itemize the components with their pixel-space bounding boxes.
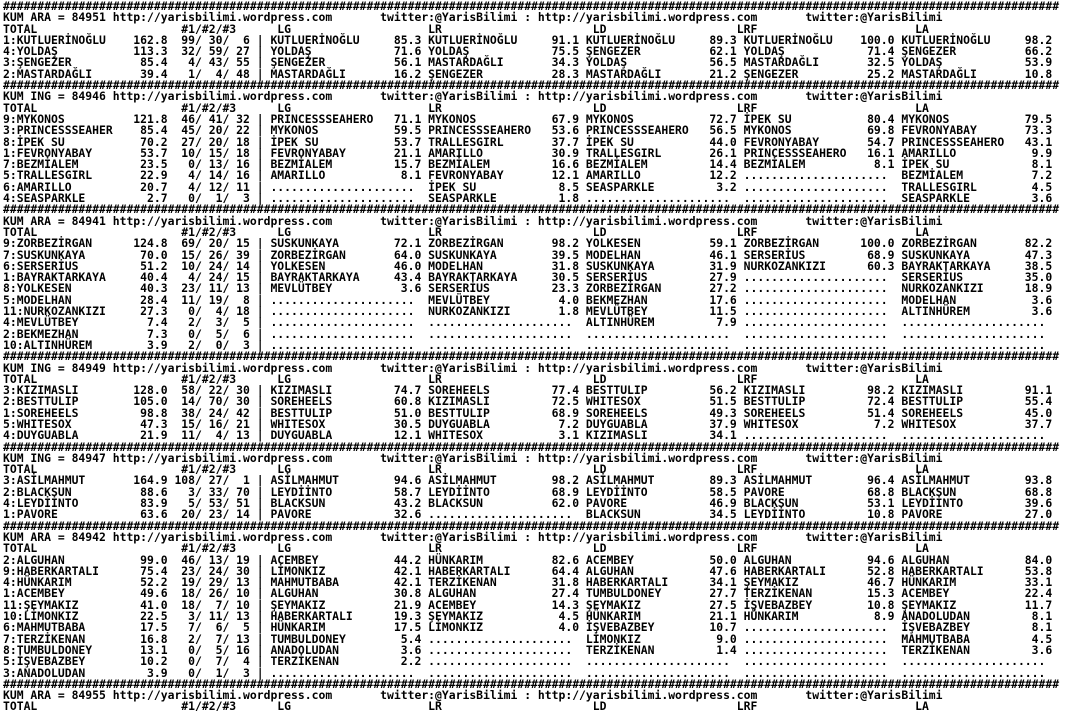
section-separator: ########################################################################################################################################################## [3, 0, 1060, 13]
horse-stats-row: 2:BESTTULIP 105.0 14/ 70/ 30 | SOREHEELS 60.8 KIZIMASLI 72.5 WHITESOX 51.5 BESTTULIP 72.4 BESTTULIP 55.4 [3, 394, 1053, 409]
horse-stats-row: 4:DUYGUABLA 21.9 11/ 4/ 13 | DUYGUABLA 12.1 WHITESOX 3.1 KIZIMASLI 34.1 ..................... ..................... [3, 428, 1053, 443]
horse-stats-row: 4:LEYDİİNTO 83.9 5/ 53/ 51 | BLACKSUN 43.2 BLACKSUN 62.0 PAVORE 46.9 BLACKSUN 53.1 LEYDİİNTO 39.6 [3, 496, 1053, 511]
horse-stats-row: 7:TERZİKENAN 16.8 2/ 7/ 13 | TUMBULDONEY 5.4 ..................... LİMONKIZ 9.0 ..................... MAHMUTBABA 4.5 [3, 631, 1053, 646]
column-header-row: TOTAL #1/#2/#3 LG LR LD LRF LA [3, 462, 929, 477]
section-separator: ########################################################################################################################################################## [3, 676, 1060, 691]
horse-stats-row: 1:FEVRONYABAY 53.7 10/ 15/ 18 | FEVRONYABAY 21.1 AMARILLO 30.9 TRALLESGIRL 26.1 PRINCESSSEAHERO 16.1 AMARILLO 9.9 [3, 145, 1053, 160]
horse-stats-row: 10:LİMONKIZ 22.5 3/ 11/ 13 | HABERKARTALI 19.3 ŞEYMAKIZ 4.5 HÜNKARIM 21.1 HÜNKARIM 8.9 ANADOLUDAN 8.1 [3, 609, 1053, 624]
horse-stats-row: 6:MAHMUTBABA 17.5 7/ 6/ 5 | HÜNKARIM 17.5 LİMONKIZ 4.0 İŞVEBAZBEY 10.7 ..................... İŞVEBAZBEY 8.1 [3, 620, 1053, 635]
horse-stats-row: 8:TUMBULDONEY 13.1 0/ 5/ 16 | ANADOLUDAN 3.6 ..................... TERZİKENAN 1.4 ..................... TERZİKENAN 3.6 [3, 642, 1053, 657]
horse-stats-row: 1:BAYRAKTARKAYA 40.4 4/ 24/ 15 | BAYRAKTARKAYA 43.4 BAYRAKTARKAYA 30.5 SERSERİUS 27.9 ..................... SERSERİUS 35.0 [3, 270, 1053, 285]
column-header-row: TOTAL #1/#2/#3 LG LR LD LRF LA [3, 224, 929, 239]
horse-stats-row: 1:SOREHEELS 98.8 38/ 24/ 42 | BESTTULIP 51.0 BESTTULIP 68.9 SOREHEELS 49.3 SOREHEELS 51.4 SOREHEELS 45.0 [3, 405, 1053, 420]
horse-stats-row: 9:HABERKARTALI 75.4 23/ 24/ 30 | LİMONKIZ 42.1 HABERKARTALI 64.4 ALGUHAN 47.6 HABERKARTALI 52.8 HABERKARTALI 53.8 [3, 563, 1053, 578]
horse-stats-row: 4:MEVLÜTBEY 7.4 2/ 3/ 5 | ..................... ..................... ALTINHÜREM 7.9 ..................... ..................... [3, 315, 1053, 330]
horse-stats-row: 7:BEZMİALEM 23.5 0/ 13/ 16 | BEZMİALEM 15.7 BEZMİALEM 16.6 BEZMİALEM 14.4 BEZMİALEM 8.1 İPEK SU 8.1 [3, 157, 1053, 172]
section-separator: ########################################################################################################################################################## [3, 202, 1060, 217]
horse-stats-row: 5:MODELHAN 28.4 11/ 19/ 8 | ..................... MEVLÜTBEY 4.0 BEKMEZHAN 17.6 ..................... MODELHAN 3.6 [3, 292, 1053, 307]
horse-stats-row: 7:SUSKUNKAYA 70.0 15/ 26/ 39 | ZORBEZİRGAN 64.0 SUSKUNKAYA 39.5 MODELHAN 46.1 SERSERİUS 68.9 SUSKUNKAYA 47.3 [3, 247, 1053, 262]
horse-stats-row: 5:İŞVEBAZBEY 10.2 0/ 7/ 4 | TERZİKENAN 2.2 ..................... ..................... ..................... ..................... [3, 654, 1053, 669]
section-header: KUM ING = 84949 http://yarisbilimi.wordpress.com twitter:@YarisBilimi : http://yarisbilimi.wordpress.com twitter:@YarisBilimi [3, 360, 943, 375]
section-header: KUM ARA = 84941 http://yarisbilimi.wordpress.com twitter:@YarisBilimi : http://yarisbilimi.wordpress.com twitter:@YarisBilimi [3, 213, 943, 228]
horse-stats-row: 2:ALGUHAN 99.0 46/ 13/ 19 | ACEMBEY 44.2 HÜNKARIM 82.6 ACEMBEY 50.0 ALGUHAN 94.6 ALGUHAN 84.0 [3, 552, 1053, 567]
section-header: KUM ARA = 84951 http://yarisbilimi.wordpress.com twitter:@YarisBilimi : http://yarisbilimi.wordpress.com twitter:@YarisBilimi [3, 10, 943, 25]
column-header-row: TOTAL #1/#2/#3 LG LR LD LRF LA [3, 541, 929, 556]
section-separator: ########################################################################################################################################################## [3, 518, 1060, 533]
horse-stats-row: 9:ZORBEZİRGAN 124.8 69/ 20/ 15 | SUSKUNKAYA 72.1 ZORBEZİRGAN 98.2 YOLKESEN 59.1 ZORBEZİRGAN 100.0 ZORBEZİRGAN 82.2 [3, 236, 1053, 251]
horse-stats-row: 4:HÜNKARIM 52.2 19/ 29/ 13 | MAHMUTBABA 42.1 TERZİKENAN 31.8 HABERKARTALI 34.1 ŞEYMAKIZ 46.7 HÜNKARIM 33.1 [3, 575, 1053, 590]
section-separator: ########################################################################################################################################################## [3, 439, 1060, 454]
horse-stats-row: 11:ŞEYMAKIZ 41.0 18/ 7/ 10 | ŞEYMAKIZ 21.9 ACEMBEY 14.3 ŞEYMAKIZ 27.5 İŞVEBAZBEY 10.8 ŞEYMAKIZ 11.7 [3, 597, 1053, 612]
horse-stats-row: 2:BEKMEZHAN 7.3 0/ 5/ 6 | ..................... ..................... ..................... ..................... ..................... [3, 326, 1053, 341]
column-header-row: TOTAL #1/#2/#3 LG LR LD LRF LA [3, 21, 929, 36]
horse-stats-row: 10:ALTINHÜREM 3.9 2/ 0/ 3 | ..................... ..................... ..................... ..................... ..................... [3, 337, 1053, 352]
horse-stats-row: 3:ASİLMAHMUT 164.9 108/ 27/ 1 | ASİLMAHMUT 94.6 ASİLMAHMUT 98.2 ASİLMAHMUT 89.3 ASİLMAHMUT 96.4 ASİLMAHMUT 93.8 [3, 473, 1053, 488]
horse-stats-row: 1:PAVORE 63.6 20/ 23/ 14 | PAVORE 32.6 ..................... BLACKSUN 34.5 LEYDİİNTO 10.8 PAVORE 27.0 [3, 507, 1053, 522]
horse-stats-row: 4:YOLDAŞ 113.3 32/ 59/ 27 | YOLDAŞ 71.6 YOLDAŞ 75.5 ŞENGEZER 62.1 YOLDAŞ 71.4 ŞENGEZER 66.2 [3, 44, 1053, 59]
horse-stats-row: 8:YOLKESEN 40.3 23/ 11/ 13 | MEVLÜTBEY 3.6 SERSERİUS 23.3 ZORBEZİRGAN 27.2 ..................... NURKOZANKIZI 18.9 [3, 281, 1053, 296]
horse-stats-row: 1:ACEMBEY 49.6 18/ 26/ 10 | ALGUHAN 30.8 ALGUHAN 27.4 TUMBULDONEY 27.7 TERZİKENAN 15.3 ACEMBEY 22.4 [3, 586, 1053, 601]
horse-stats-row: 11:NURKOZANKIZI 27.3 0/ 4/ 18 | ..................... NURKOZANKIZI 1.8 MEVLÜTBEY 11.5 ..................... ALTINHÜREM 3.6 [3, 304, 1053, 319]
section-header: KUM ING = 84947 http://yarisbilimi.wordpress.com twitter:@YarisBilimi : http://yarisbilimi.wordpress.com twitter:@YarisBilimi [3, 450, 943, 465]
section-header: KUM ING = 84946 http://yarisbilimi.wordpress.com twitter:@YarisBilimi : http://yarisbilimi.wordpress.com twitter:@YarisBilimi [3, 89, 943, 104]
horse-stats-row: 6:SERSERİUS 51.2 10/ 24/ 14 | YOLKESEN 46.0 MODELHAN 31.8 SUSKUNKAYA 31.9 NURKOZANKIZI 60.3 BAYRAKTARKAYA 38.5 [3, 258, 1053, 273]
section-header: KUM ARA = 84955 http://yarisbilimi.wordpress.com twitter:@YarisBilimi : http://yarisbilimi.wordpress.com twitter:@YarisBilimi [3, 688, 943, 703]
horse-stats-row: 3:ANADOLUDAN 3.9 0/ 1/ 3 | ..................... ..................... ..................... ..................... ..................... [3, 665, 1053, 680]
horse-stats-row: 5:WHITESOX 47.3 15/ 16/ 21 | WHITESOX 30.5 DUYGUABLA 7.2 DUYGUABLA 37.9 WHITESOX 7.2 WHITESOX 37.7 [3, 416, 1053, 431]
column-header-row: TOTAL #1/#2/#3 LG LR LD LRF LA [3, 699, 929, 712]
horse-stats-row: 3:KIZIMASLI 128.0 58/ 22/ 30 | KIZIMASLI 74.7 SOREHEELS 77.4 BESTTULIP 56.2 KIZIMASLI 98.2 KIZIMASLI 91.1 [3, 383, 1053, 398]
column-header-row: TOTAL #1/#2/#3 LG LR LD LRF LA [3, 371, 929, 386]
horse-stats-row: 3:ŞENGEZER 85.4 4/ 43/ 55 | ŞENGEZER 56.1 MASTARDAĞLI 34.3 YOLDAŞ 56.5 MASTARDAĞLI 32.5 YOLDAŞ 53.9 [3, 55, 1053, 70]
horse-stats-row: 3:PRINCESSSEAHER 85.4 45/ 20/ 22 | MYKONOS 59.5 PRINCESSSEAHERO 53.6 PRINCESSSEAHERO 56.5 MYKONOS 69.8 FEVRONYABAY 73.3 [3, 123, 1053, 138]
horse-stats-row: 6:AMARILLO 20.7 4/ 12/ 11 | ..................... İPEK SU 8.5 SEASPARKLE 3.2 ..................... TRALLESGIRL 4.5 [3, 179, 1053, 194]
horse-stats-row: 9:MYKONOS 121.8 46/ 41/ 32 | PRINCESSSEAHERO 71.1 MYKONOS 67.9 MYKONOS 72.7 İPEK SU 80.4 MYKONOS 79.5 [3, 111, 1053, 126]
section-header: KUM ARA = 84942 http://yarisbilimi.wordpress.com twitter:@YarisBilimi : http://yarisbilimi.wordpress.com twitter:@YarisBilimi [3, 529, 943, 544]
horse-stats-row: 2:MASTARDAĞLI 39.4 1/ 4/ 48 | MASTARDAĞLI 16.2 ŞENGEZER 28.3 MASTARDAĞLI 21.2 ŞENGEZER 25.2 MASTARDAĞLI 10.8 [3, 66, 1053, 81]
section-separator: ########################################################################################################################################################## [3, 349, 1060, 364]
horse-stats-row: 5:TRALLESGIRL 22.9 4/ 14/ 16 | AMARILLO 8.1 FEVRONYABAY 12.1 AMARILLO 12.2 ..................... BEZMİALEM 7.2 [3, 168, 1053, 183]
column-header-row: TOTAL #1/#2/#3 LG LR LD LRF LA [3, 100, 929, 115]
horse-stats-row: 4:SEASPARKLE 2.7 0/ 1/ 3 | ..................... SEASPARKLE 1.8 ..................... ..................... SEASPARKLE 3.6 [3, 191, 1053, 206]
horse-stats-row: 2:BLACKSUN 88.6 3/ 33/ 70 | LEYDİİNTO 58.7 LEYDİİNTO 68.9 LEYDİİNTO 58.5 PAVORE 68.8 BLACKSUN 68.8 [3, 484, 1053, 499]
section-separator: ########################################################################################################################################################## [3, 78, 1060, 93]
horse-stats-row: 1:KUTLUERİNOĞLU 162.8 99/ 30/ 6 | KUTLUERİNOĞLU 85.3 KUTLUERİNOĞLU 91.1 KUTLUERİNOĞLU 89.3 KUTLUERİNOĞLU 100.0 KUTLUERİNOĞLU 98.2 [3, 32, 1053, 47]
horse-stats-row: 8:İPEK SU 70.2 27/ 20/ 18 | İPEK SU 53.7 TRALLESGIRL 37.7 İPEK SU 44.0 FEVRONYABAY 54.7 PRINCESSSEAHERO 43.1 [3, 134, 1053, 149]
